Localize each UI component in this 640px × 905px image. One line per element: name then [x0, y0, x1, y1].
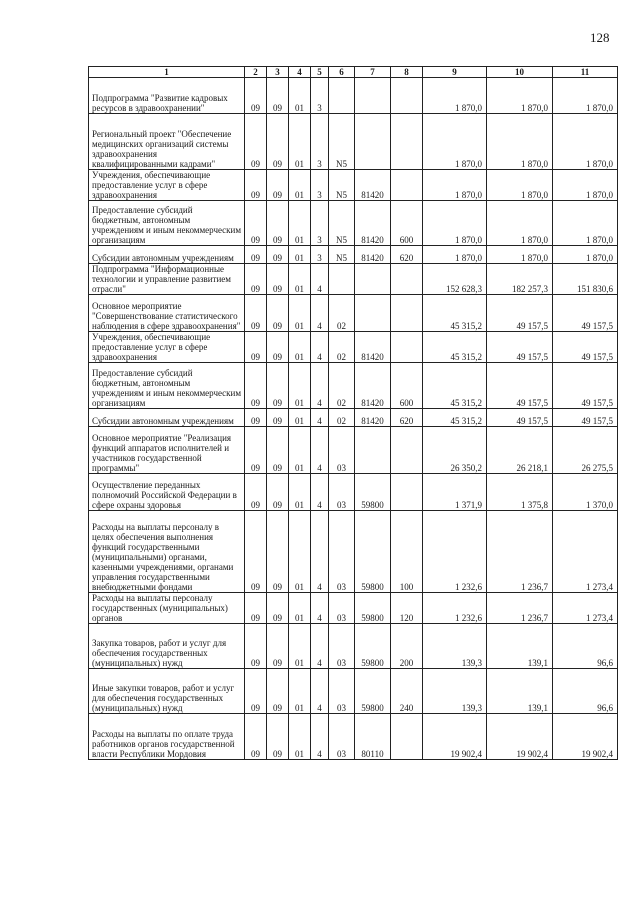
amount-cell: 1 232,6: [423, 511, 487, 593]
code-cell: 09: [245, 332, 267, 363]
amount-cell: 26 350,2: [423, 427, 487, 474]
code-cell: 09: [267, 427, 289, 474]
row-name-cell: Подпрограмма "Развитие кадровых ресурсов в здравоохранении": [89, 78, 245, 114]
amount-cell: 1 870,0: [487, 201, 553, 246]
code-cell: 09: [245, 170, 267, 201]
code-cell: 01: [289, 295, 311, 332]
code-cell: 09: [245, 264, 267, 295]
code-cell: [329, 264, 355, 295]
code-cell: 03: [329, 593, 355, 624]
code-cell: [391, 332, 423, 363]
amount-cell: 1 870,0: [487, 170, 553, 201]
code-cell: 09: [245, 427, 267, 474]
code-cell: [391, 427, 423, 474]
code-cell: 59800: [355, 511, 391, 593]
budget-table: [88, 66, 618, 760]
code-cell: 01: [289, 409, 311, 427]
code-cell: 09: [245, 201, 267, 246]
code-cell: 09: [267, 669, 289, 714]
amount-cell: 1 870,0: [423, 114, 487, 170]
amount-cell: 1 870,0: [423, 170, 487, 201]
code-cell: 4: [311, 409, 329, 427]
amount-cell: 1 375,8: [487, 474, 553, 511]
table-row: [89, 295, 618, 332]
code-cell: 09: [267, 474, 289, 511]
code-cell: 09: [245, 246, 267, 264]
code-cell: 4: [311, 363, 329, 409]
table-row: [89, 114, 618, 170]
table-row: [89, 264, 618, 295]
code-cell: 4: [311, 474, 329, 511]
code-cell: 01: [289, 170, 311, 201]
amount-cell: 45 315,2: [423, 332, 487, 363]
code-cell: 59800: [355, 669, 391, 714]
code-cell: 240: [391, 669, 423, 714]
row-name-cell: Осуществление переданных полномочий Российской Федерации в сфере охраны здоровья: [89, 474, 245, 511]
code-cell: 01: [289, 332, 311, 363]
amount-cell: 49 157,5: [487, 295, 553, 332]
code-cell: 09: [267, 114, 289, 170]
code-cell: 01: [289, 114, 311, 170]
code-cell: 09: [267, 246, 289, 264]
code-cell: 3: [311, 201, 329, 246]
code-cell: 09: [245, 593, 267, 624]
amount-cell: 49 157,5: [487, 332, 553, 363]
code-cell: 09: [245, 511, 267, 593]
code-cell: 03: [329, 427, 355, 474]
code-cell: 81420: [355, 170, 391, 201]
code-cell: [391, 714, 423, 760]
row-name-cell: Основное мероприятие "Совершенствование статистического наблюдения в сфере здравоохранения": [89, 295, 245, 332]
code-cell: 09: [267, 624, 289, 669]
code-cell: 02: [329, 295, 355, 332]
code-cell: [355, 264, 391, 295]
amount-cell: 1 236,7: [487, 511, 553, 593]
code-cell: 01: [289, 264, 311, 295]
code-cell: N5: [329, 114, 355, 170]
code-cell: 09: [267, 714, 289, 760]
amount-cell: 1 870,0: [487, 78, 553, 114]
code-cell: 80110: [355, 714, 391, 760]
amount-cell: 49 157,5: [487, 363, 553, 409]
amount-cell: 19 902,4: [423, 714, 487, 760]
header-cell: 9: [423, 67, 487, 78]
code-cell: 09: [245, 78, 267, 114]
amount-cell: 1 870,0: [553, 246, 618, 264]
code-cell: 09: [267, 511, 289, 593]
amount-cell: 182 257,3: [487, 264, 553, 295]
code-cell: 01: [289, 714, 311, 760]
header-cell: 8: [391, 67, 423, 78]
code-cell: [355, 78, 391, 114]
code-cell: 01: [289, 624, 311, 669]
code-cell: 01: [289, 669, 311, 714]
code-cell: [391, 264, 423, 295]
code-cell: 09: [245, 474, 267, 511]
code-cell: 03: [329, 474, 355, 511]
amount-cell: 19 902,4: [553, 714, 618, 760]
code-cell: 09: [267, 593, 289, 624]
code-cell: 01: [289, 201, 311, 246]
header-cell: 6: [329, 67, 355, 78]
row-name-cell: Расходы на выплаты персоналу в целях обеспечения выполнения функций государственными (муниципальными) органами, казенными учреждениями, органами управления государственными внебюджетными фондами: [89, 511, 245, 593]
amount-cell: 1 273,4: [553, 593, 618, 624]
amount-cell: 1 870,0: [423, 201, 487, 246]
code-cell: 59800: [355, 624, 391, 669]
header-row: [89, 67, 618, 78]
code-cell: 4: [311, 427, 329, 474]
amount-cell: 1 870,0: [487, 114, 553, 170]
row-name-cell: Предоставление субсидий бюджетным, автономным учреждениям и иным некоммерческим организациям: [89, 363, 245, 409]
amount-cell: 49 157,5: [553, 332, 618, 363]
amount-cell: 19 902,4: [487, 714, 553, 760]
amount-cell: 45 315,2: [423, 409, 487, 427]
page-number: 128: [590, 30, 610, 45]
code-cell: 3: [311, 170, 329, 201]
code-cell: [391, 295, 423, 332]
code-cell: 4: [311, 264, 329, 295]
amount-cell: 26 218,1: [487, 427, 553, 474]
code-cell: 01: [289, 593, 311, 624]
code-cell: 09: [267, 363, 289, 409]
code-cell: 59800: [355, 593, 391, 624]
code-cell: 620: [391, 409, 423, 427]
code-cell: 09: [245, 114, 267, 170]
code-cell: 81420: [355, 409, 391, 427]
row-name-cell: Основное мероприятие "Реализация функций аппаратов исполнителей и участников государственной программы": [89, 427, 245, 474]
amount-cell: 1 870,0: [423, 246, 487, 264]
table-row: [89, 78, 618, 114]
code-cell: 3: [311, 114, 329, 170]
code-cell: [355, 427, 391, 474]
row-name-cell: Учреждения, обеспечивающие предоставление услуг в сфере здравоохранения: [89, 170, 245, 201]
amount-cell: 139,1: [487, 669, 553, 714]
amount-cell: 1 370,0: [553, 474, 618, 511]
table-row: [89, 201, 618, 246]
code-cell: 81420: [355, 332, 391, 363]
row-name-cell: Подпрограмма "Информационные технологии и управление развитием отрасли": [89, 264, 245, 295]
amount-cell: 49 157,5: [487, 409, 553, 427]
row-name-cell: Иные закупки товаров, работ и услуг для обеспечения государственных (муниципальных) нужд: [89, 669, 245, 714]
code-cell: [355, 295, 391, 332]
amount-cell: 1 870,0: [553, 170, 618, 201]
table-row: [89, 332, 618, 363]
amount-cell: 49 157,5: [553, 409, 618, 427]
amount-cell: 96,6: [553, 669, 618, 714]
amount-cell: 1 870,0: [487, 246, 553, 264]
code-cell: [355, 114, 391, 170]
code-cell: [329, 78, 355, 114]
amount-cell: 139,1: [487, 624, 553, 669]
amount-cell: 96,6: [553, 624, 618, 669]
code-cell: 600: [391, 363, 423, 409]
amount-cell: 45 315,2: [423, 363, 487, 409]
code-cell: N5: [329, 201, 355, 246]
code-cell: 09: [267, 409, 289, 427]
row-name-cell: Субсидии автономным учреждениям: [89, 246, 245, 264]
code-cell: 09: [267, 295, 289, 332]
code-cell: 01: [289, 427, 311, 474]
row-name-cell: Предоставление субсидий бюджетным, автономным учреждениям и иным некоммерческим организациям: [89, 201, 245, 246]
code-cell: 01: [289, 363, 311, 409]
table-row: [89, 427, 618, 474]
code-cell: 620: [391, 246, 423, 264]
code-cell: 4: [311, 624, 329, 669]
amount-cell: 1 870,0: [553, 78, 618, 114]
code-cell: 03: [329, 669, 355, 714]
table-row: [89, 714, 618, 760]
amount-cell: 139,3: [423, 669, 487, 714]
code-cell: 03: [329, 714, 355, 760]
code-cell: N5: [329, 170, 355, 201]
header-cell: 10: [487, 67, 553, 78]
code-cell: 4: [311, 593, 329, 624]
code-cell: 4: [311, 714, 329, 760]
table-row: [89, 511, 618, 593]
code-cell: 3: [311, 246, 329, 264]
amount-cell: 49 157,5: [553, 295, 618, 332]
header-cell: 11: [553, 67, 618, 78]
amount-cell: 151 830,6: [553, 264, 618, 295]
table-row: [89, 409, 618, 427]
code-cell: 59800: [355, 474, 391, 511]
code-cell: 09: [267, 170, 289, 201]
row-name-cell: Закупка товаров, работ и услуг для обеспечения государственных (муниципальных) нужд: [89, 624, 245, 669]
code-cell: 200: [391, 624, 423, 669]
code-cell: 01: [289, 78, 311, 114]
code-cell: 09: [245, 624, 267, 669]
code-cell: N5: [329, 246, 355, 264]
header-cell: 5: [311, 67, 329, 78]
code-cell: 03: [329, 624, 355, 669]
code-cell: 09: [245, 363, 267, 409]
amount-cell: 139,3: [423, 624, 487, 669]
header-cell: 2: [245, 67, 267, 78]
table-body: [89, 78, 618, 760]
code-cell: 3: [311, 78, 329, 114]
code-cell: 81420: [355, 201, 391, 246]
code-cell: 4: [311, 669, 329, 714]
code-cell: 09: [245, 669, 267, 714]
code-cell: 01: [289, 246, 311, 264]
table-row: [89, 669, 618, 714]
amount-cell: 1 236,7: [487, 593, 553, 624]
table-row: [89, 170, 618, 201]
code-cell: 01: [289, 474, 311, 511]
amount-cell: 1 870,0: [553, 114, 618, 170]
table-row: [89, 246, 618, 264]
code-cell: 09: [267, 201, 289, 246]
code-cell: [391, 114, 423, 170]
amount-cell: 1 870,0: [423, 78, 487, 114]
code-cell: 02: [329, 409, 355, 427]
code-cell: [391, 170, 423, 201]
code-cell: 01: [289, 511, 311, 593]
code-cell: 09: [267, 264, 289, 295]
amount-cell: 45 315,2: [423, 295, 487, 332]
table-row: [89, 624, 618, 669]
header-cell: 3: [267, 67, 289, 78]
code-cell: 4: [311, 295, 329, 332]
code-cell: 600: [391, 201, 423, 246]
amount-cell: 1 870,0: [553, 201, 618, 246]
code-cell: 120: [391, 593, 423, 624]
code-cell: 81420: [355, 246, 391, 264]
code-cell: 02: [329, 332, 355, 363]
row-name-cell: Расходы на выплаты персоналу государственных (муниципальных) органов: [89, 593, 245, 624]
code-cell: 100: [391, 511, 423, 593]
header-cell: 7: [355, 67, 391, 78]
code-cell: 03: [329, 511, 355, 593]
amount-cell: 1 273,4: [553, 511, 618, 593]
row-name-cell: Расходы на выплаты по оплате труда работников органов государственной власти Республики Мордовия: [89, 714, 245, 760]
header-cell: 4: [289, 67, 311, 78]
code-cell: 09: [245, 409, 267, 427]
code-cell: 09: [245, 295, 267, 332]
table-row: [89, 363, 618, 409]
code-cell: 4: [311, 511, 329, 593]
amount-cell: 1 371,9: [423, 474, 487, 511]
code-cell: [391, 78, 423, 114]
table-row: [89, 593, 618, 624]
code-cell: 09: [245, 714, 267, 760]
code-cell: [391, 474, 423, 511]
header-cell: 1: [89, 67, 245, 78]
row-name-cell: Учреждения, обеспечивающие предоставление услуг в сфере здравоохранения: [89, 332, 245, 363]
amount-cell: 26 275,5: [553, 427, 618, 474]
amount-cell: 1 232,6: [423, 593, 487, 624]
code-cell: 4: [311, 332, 329, 363]
row-name-cell: Региональный проект "Обеспечение медицинских организаций системы здравоохранения квалифицированными кадрами": [89, 114, 245, 170]
table-row: [89, 474, 618, 511]
code-cell: 09: [267, 78, 289, 114]
code-cell: 81420: [355, 363, 391, 409]
row-name-cell: Субсидии автономным учреждениям: [89, 409, 245, 427]
code-cell: 02: [329, 363, 355, 409]
amount-cell: 49 157,5: [553, 363, 618, 409]
code-cell: 09: [267, 332, 289, 363]
amount-cell: 152 628,3: [423, 264, 487, 295]
